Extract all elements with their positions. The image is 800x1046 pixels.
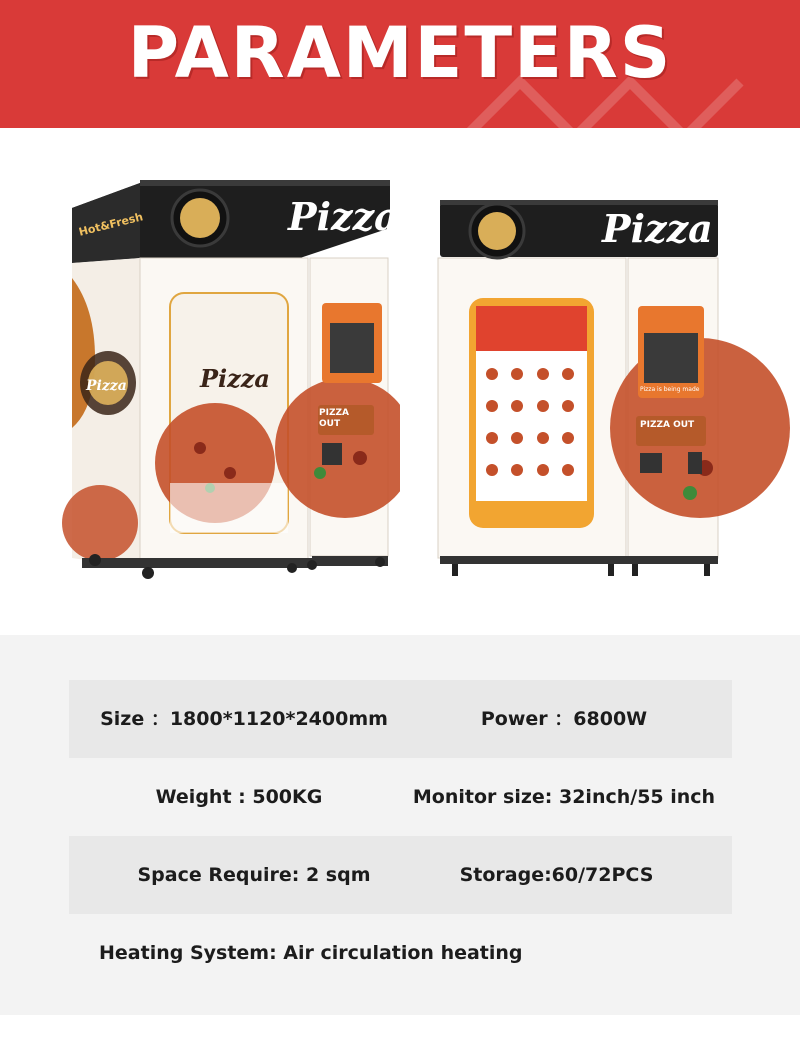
spec-monitor: Monitor size: 32inch/55 inch [412,786,716,808]
spec-power: Power ：6800W [480,708,648,730]
right-canopy-brand: Pizza [602,206,713,251]
page-footer [0,1015,800,1046]
page-title: PARAMETERS [127,12,673,94]
spec-row-4 [69,914,732,992]
left-sub-brand: Hot&Fresh [77,210,145,239]
spec-row-1 [69,680,732,758]
left-door-sign: PIZZA OUT [319,408,349,429]
left-canopy-brand: Pizza [288,194,399,239]
left-side-logo: Pizza [86,378,127,394]
vending-machine-right [400,128,800,635]
header-banner [0,0,800,128]
spec-row-3 [69,836,732,914]
spec-heating: Heating System: Air circulation heating [99,942,523,964]
spec-storage: Storage:60/72PCS [459,864,654,886]
spec-weight: Weight : 500KG [155,786,323,808]
parameters-section [0,635,800,1015]
spec-space: Space Require: 2 sqm [137,864,371,886]
right-screen-status: Pizza is being made [640,386,700,393]
right-door-sign: PIZZA OUT [640,420,695,430]
product-images [0,128,800,635]
spec-row-2 [69,758,732,836]
left-door-logo: Pizza [200,364,270,393]
spec-size: Size ：1800*1120*2400mm [100,708,388,730]
